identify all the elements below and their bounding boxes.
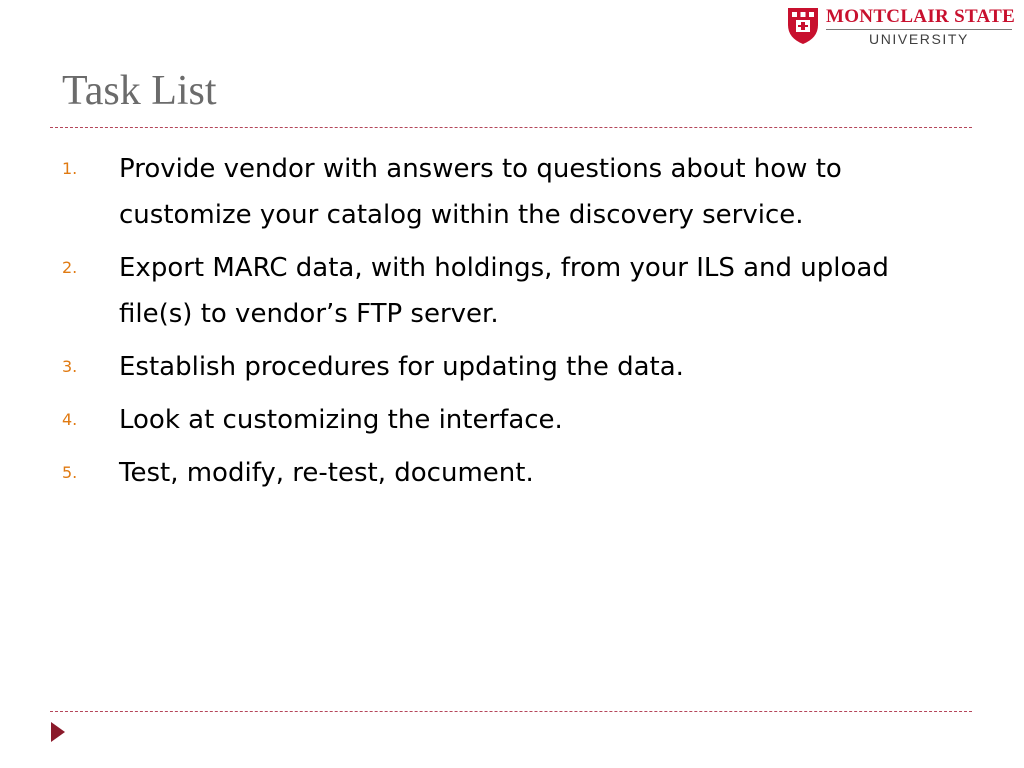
logo-divider <box>826 29 1012 30</box>
list-item-text: Export MARC data, with holdings, from your ILS and upload file(s) to vendor’s FTP server. <box>119 253 889 329</box>
university-logo <box>786 5 1016 47</box>
list-item <box>62 146 962 238</box>
list-number: 1. <box>62 159 78 178</box>
slide-title: Task List <box>62 68 217 114</box>
logo-wordmark-main: MONTCLAIR STATE <box>826 6 1016 27</box>
list-item-text: Test, modify, re-test, document. <box>119 458 534 488</box>
list-item <box>62 450 962 496</box>
list-number: 5. <box>62 463 78 482</box>
university-crest-icon <box>786 5 820 45</box>
list-item-text: Establish procedures for updating the data. <box>119 352 684 382</box>
list-item-text: Provide vendor with answers to questions about how to customize your catalog within the discovery service. <box>119 154 842 230</box>
play-arrow-icon[interactable] <box>51 722 65 742</box>
list-item <box>62 245 962 337</box>
list-item <box>62 344 962 390</box>
list-number: 2. <box>62 258 78 277</box>
list-item <box>62 397 962 443</box>
list-item-text: Look at customizing the interface. <box>119 405 563 435</box>
footer-divider <box>50 711 972 712</box>
logo-wordmark-sub: UNIVERSITY <box>868 31 969 47</box>
list-number: 3. <box>62 357 78 376</box>
list-number: 4. <box>62 410 78 429</box>
title-divider <box>50 127 972 128</box>
task-list <box>62 146 962 503</box>
